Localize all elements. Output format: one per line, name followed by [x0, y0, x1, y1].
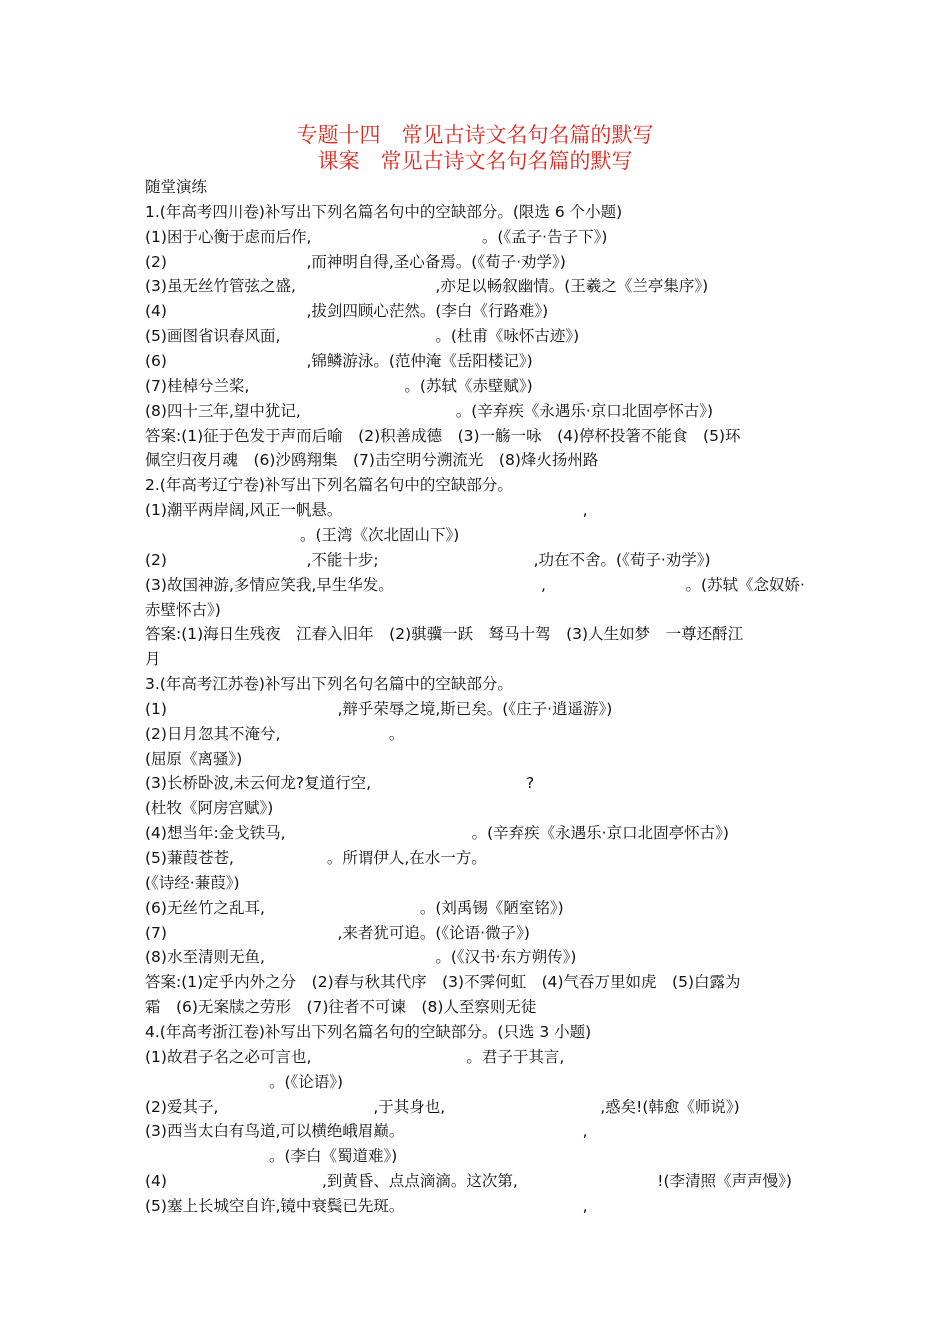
text-line: 。(王湾《次北固山下》) [145, 525, 460, 544]
text-line: (4)想当年:金戈铁马, 。(辛弃疾《永遇乐·京口北固亭怀古》) [145, 824, 729, 843]
text-line: (8)四十三年,望中犹记, 。(辛弃疾《永遇乐·京口北固亭怀古》) [145, 401, 714, 420]
document-title: 专题十四 常见古诗文名句名篇的默写 [296, 123, 654, 147]
document-subtitle: 课案 常见古诗文名句名篇的默写 [317, 149, 633, 173]
text-line: (5)塞上长城空自许,镜中衰鬓已先斑。 , [145, 1196, 588, 1215]
text-line: (2) ,不能十步; ,功在不舍。(《荀子·劝学》) [145, 550, 711, 569]
text-line: 霜 (6)无案牍之劳形 (7)往者不可谏 (8)人至察则无徒 [145, 998, 537, 1017]
text-line: (1)故君子名之必可言也, 。君子于其言, [145, 1047, 565, 1066]
text-line: 随堂演练 [145, 178, 208, 196]
text-line: 佩空归夜月魂 (6)沙鸥翔集 (7)击空明兮溯流光 (8)烽火扬州路 [145, 451, 599, 470]
text-line: 4.(年高考浙江卷)补写出下列名篇名句的空缺部分。(只选 3 小题) [145, 1022, 592, 1041]
text-line: (3)虽无丝竹管弦之盛, ,亦足以畅叙幽情。(王羲之《兰亭集序》) [145, 277, 709, 296]
text-line: (3)长桥卧波,未云何龙?复道行空, ? [145, 774, 535, 793]
text-line: (3)故国神游,多情应笑我,早生华发。 , 。(苏轼《念奴娇· [145, 575, 805, 594]
text-line: (8)水至清则无鱼, 。(《汉书·东方朔传》) [145, 948, 577, 967]
text-line: 答案:(1)征于色发于声而后喻 (2)积善成德 (3)一觞一咏 (4)停杯投箸不能食 (5)环 [145, 426, 741, 445]
text-line: (6) ,锦鳞游泳。(范仲淹《岳阳楼记》) [145, 352, 533, 370]
text-line: (2)爱其子, ,于其身也, ,惑矣!(韩愈《师说》) [145, 1097, 740, 1116]
text-line: 答案:(1)海日生残夜 江春入旧年 (2)骐骥一跃 驽马十驾 (3)人生如梦 一尊还酹江 [145, 625, 744, 644]
text-line: (5)蒹葭苍苍, 。所谓伊人,在水一方。 [145, 849, 487, 867]
text-line: 1.(年高考四川卷)补写出下列名篇名句中的空缺部分。(限选 6 个小题) [145, 202, 623, 221]
text-line: 答案:(1)定乎内外之分 (2)春与秋其代序 (3)不霁何虹 (4)气吞万里如虎 (5)白露为 [145, 973, 741, 992]
text-line: (5)画图省识春风面, 。(杜甫《咏怀古迹》) [145, 327, 580, 346]
text-line: 月 [145, 650, 161, 669]
text-line: 3.(年高考江苏卷)补写出下列名句名篇中的空缺部分。 [145, 675, 513, 693]
text-line: (1) ,辩乎荣辱之境,斯已矣。(《庄子·逍遥游》) [145, 699, 613, 718]
text-line: (4) ,到黄昏、点点滴滴。这次第, !(李清照《声声慢》) [145, 1172, 792, 1190]
text-line: (1)潮平两岸阔,风正一帆悬。 , [145, 501, 588, 520]
text-line: (7) ,来者犹可追。(《论语·微子》) [145, 923, 530, 942]
text-line: (1)困于心衡于虑而后作, 。(《孟子·告子下》) [145, 227, 608, 246]
text-line: 2.(年高考辽宁卷)补写出下列名篇名句中的空缺部分。 [145, 476, 513, 495]
text-line: (6)无丝竹之乱耳, 。(刘禹锡《陋室铭》) [145, 898, 564, 917]
text-line: (杜牧《阿房宫赋》) [145, 799, 274, 818]
text-line: (屈原《离骚》) [145, 749, 243, 768]
text-line: 赤壁怀古》) [145, 600, 221, 619]
text-line: 。(李白《蜀道难》) [145, 1147, 398, 1166]
text-line: (2)日月忽其不淹兮, 。 [145, 724, 405, 743]
text-line: 。(《论语》) [145, 1072, 344, 1091]
text-line: (4) ,拔剑四顾心茫然。(李白《行路难》) [145, 302, 549, 321]
text-line: (2) ,而神明自得,圣心备焉。(《荀子·劝学》) [145, 252, 566, 271]
text-line: (7)桂棹兮兰桨, 。(苏轼《赤壁赋》) [145, 376, 533, 395]
text-line: (《诗经·蒹葭》) [145, 873, 240, 892]
text-line: (3)西当太白有鸟道,可以横绝峨眉巅。 , [145, 1122, 588, 1141]
